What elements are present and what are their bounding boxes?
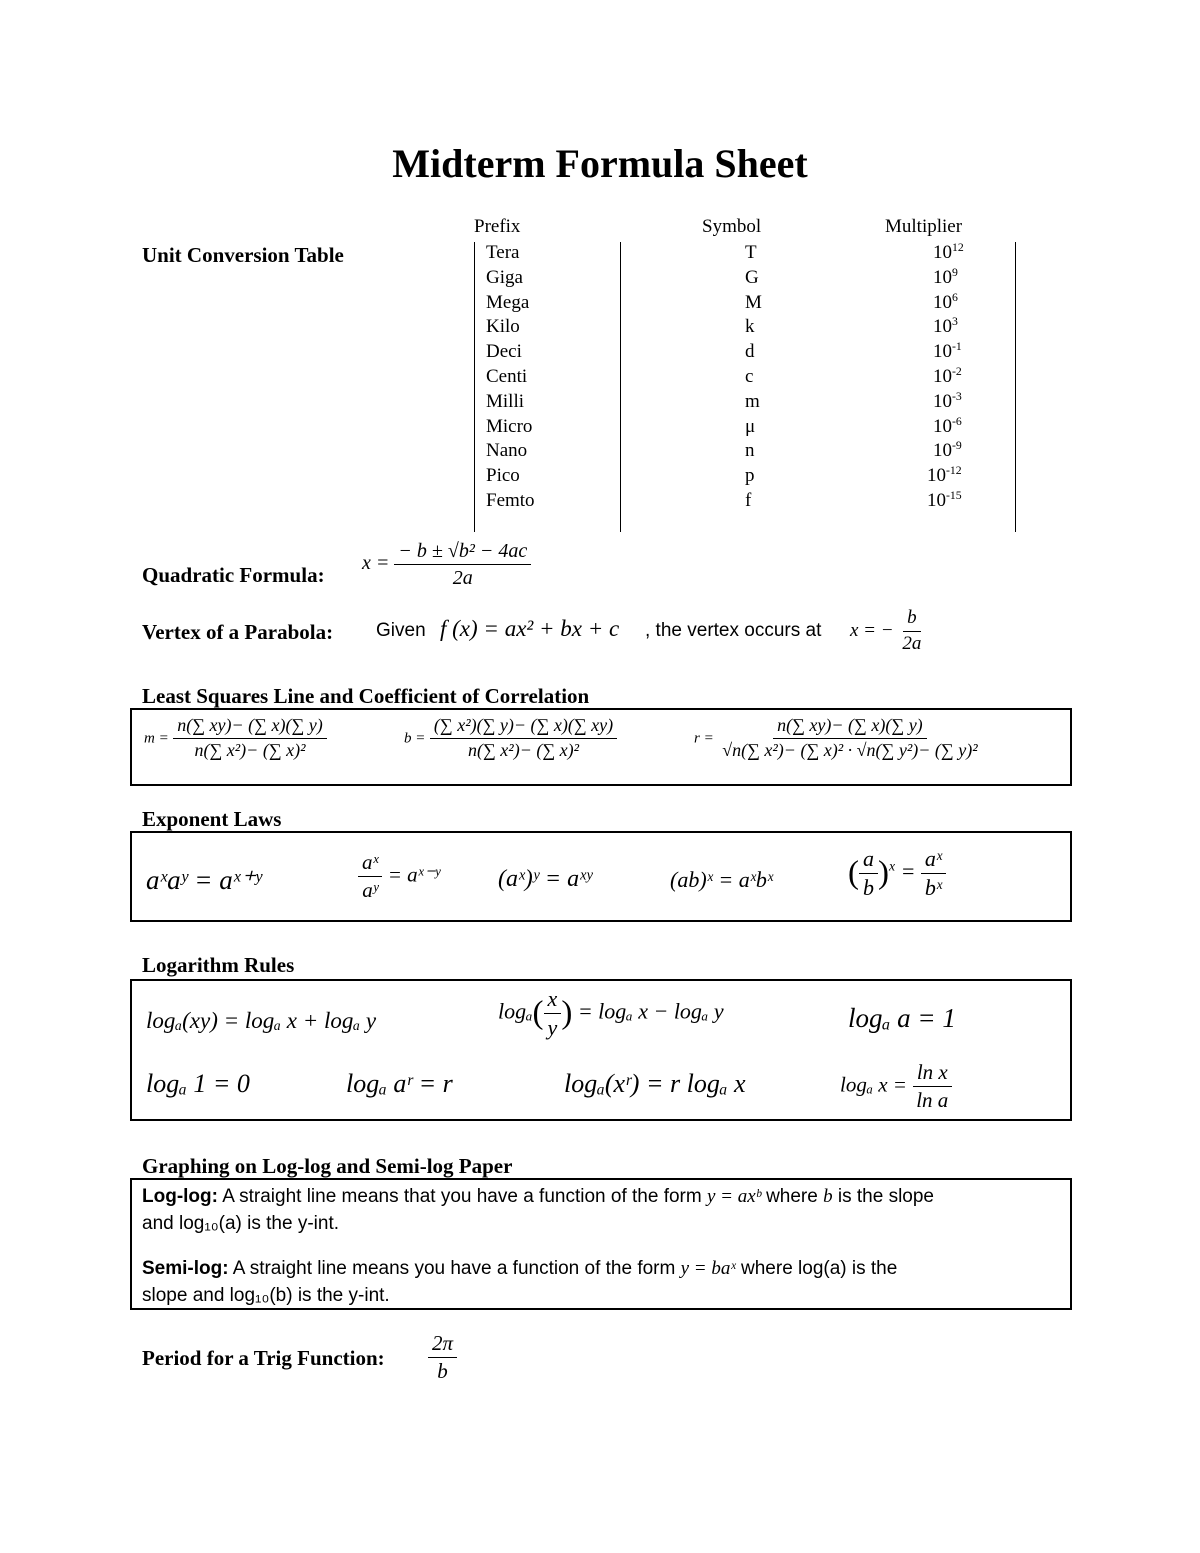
multiplier-exponent: -12 (946, 464, 962, 478)
law5-numerator: a (859, 847, 878, 874)
symbol-cell: n (745, 440, 755, 462)
multiplier-exponent: 9 (952, 265, 958, 279)
prefix-cell: Kilo (486, 316, 520, 338)
vertex-function: f (x) = ax² + bx + c (440, 616, 620, 641)
prefix-cell: Femto (486, 490, 535, 511)
multiplier-base: 10 (933, 242, 952, 263)
trig-denominator: b (437, 1359, 448, 1384)
multiplier-exponent: -15 (946, 488, 962, 502)
multiplier-base: 10 (933, 341, 952, 363)
header-multiplier: Multiplier (885, 216, 963, 237)
multiplier-exponent: -3 (952, 389, 962, 403)
multiplier-cell (927, 490, 962, 512)
unit-table-row (475, 292, 1015, 317)
least-squares-label: Least Squares Line and Coefficient of Correlation (142, 684, 590, 708)
quadratic-lhs: x = (362, 552, 390, 575)
exponent-law-fraction-power: ( $\frac{a}{b}$ )$^x$ = $\frac{\text{aˣ}}{\text{bˣ}}$ (848, 847, 946, 900)
least-squares-box (130, 708, 1072, 786)
law5-rhs-denominator: bˣ (924, 875, 943, 901)
rule7-numerator: ln x (913, 1061, 952, 1087)
law5-rhs-numerator: aˣ (921, 847, 946, 874)
loglog-line2: and log₁₀(a) is the y-int. (142, 1213, 339, 1234)
loglog-text1: A straight line means that you have a function of the form (222, 1186, 702, 1207)
log-rules-label: Logarithm Rules (142, 953, 295, 977)
multiplier-base: 10 (933, 316, 952, 338)
law2-rhs: = aˣ⁻ʸ (387, 862, 440, 887)
r-denominator: √n(∑ x²)− (∑ x)² · √n(∑ y²)− (∑ y)² (722, 739, 978, 760)
r-numerator: n(∑ xy)− (∑ x)(∑ y) (773, 716, 927, 739)
symbol-cell: M (745, 291, 762, 313)
rule7-lhs: logₐ x = (840, 1072, 907, 1097)
symbol-cell: m (745, 390, 760, 412)
semilog-line2: slope and log₁₀(b) is the y-int. (142, 1285, 390, 1306)
unit-table-row (475, 416, 1015, 441)
semilog-formula: y = baˣ (680, 1258, 736, 1279)
symbol-cell: f (745, 490, 752, 511)
vertex-text: , the vertex occurs at (645, 620, 822, 641)
exponent-law-product-power: (ab)ˣ = aˣbˣ (670, 867, 774, 892)
unit-table-body (474, 242, 1016, 532)
vertex-label: Vertex of a Parabola: (142, 620, 334, 644)
graphing-box (130, 1178, 1072, 1310)
multiplier-base: 10 (927, 490, 946, 511)
multiplier-base: 10 (933, 366, 952, 387)
law5-exponent: x (889, 858, 896, 874)
trig-label: Period for a Trig Function: (142, 1346, 385, 1370)
intercept-formula (404, 716, 617, 761)
log-rule-change-of-base (840, 1061, 952, 1112)
prefix-cell: Giga (486, 266, 523, 288)
prefix-cell: Centi (486, 366, 528, 387)
header-prefix: Prefix (474, 216, 521, 237)
prefix-cell: Tera (486, 242, 520, 263)
prefix-cell: Mega (486, 291, 530, 313)
rule7-denominator: ln a (916, 1088, 949, 1113)
vertex-denominator: 2a (902, 632, 922, 654)
log-rule-power: logₐ(xʳ) = r logₐ x (564, 1069, 746, 1098)
unit-table-row (475, 366, 1015, 391)
quadratic-numerator: − b ± √b² − 4ac (394, 540, 531, 565)
graphing-label: Graphing on Log-log and Semi-log Paper (142, 1154, 513, 1178)
symbol-cell: μ (745, 415, 756, 437)
unit-table-row (475, 341, 1015, 366)
prefix-cell: Pico (486, 465, 520, 487)
multiplier-cell (933, 267, 958, 289)
log-rule-quotient: logₐ( $\frac{x}{y}$ ) = logₐ x − logₐ y (498, 986, 724, 1041)
multiplier-base: 10 (933, 390, 952, 412)
exponent-laws-box (130, 831, 1072, 922)
correlation-formula (694, 716, 982, 761)
exponent-law-product: aˣaʸ = aˣ⁺ʸ (146, 865, 262, 895)
slope-formula (144, 716, 327, 761)
vertex-formula (850, 608, 925, 655)
symbol-cell: p (745, 465, 755, 487)
law5-equals: = (900, 858, 916, 884)
log-rules-box (130, 979, 1072, 1121)
symbol-cell: T (745, 242, 757, 263)
multiplier-cell (933, 292, 958, 314)
rule2-rhs: = logₐ x − logₐ y (577, 998, 724, 1024)
prefix-cell: Micro (486, 415, 533, 437)
log-rule-one: logₐ 1 = 0 (146, 1069, 250, 1098)
loglog-formula: y = axᵇ (706, 1186, 761, 1207)
quadratic-formula (362, 540, 531, 589)
m-lhs: m = (144, 730, 169, 747)
symbol-cell: G (745, 266, 759, 288)
log-rule-self: logₐ a = 1 (848, 1003, 956, 1033)
multiplier-cell (933, 242, 964, 264)
r-lhs: r = (694, 730, 714, 747)
exponent-laws-label: Exponent Laws (142, 807, 282, 831)
multiplier-exponent: 6 (952, 290, 958, 304)
multiplier-cell (933, 341, 962, 363)
law5-denominator: b (863, 875, 874, 901)
multiplier-base: 10 (933, 440, 952, 462)
unit-table-row (475, 440, 1015, 465)
rule2-numerator: x (544, 987, 562, 1014)
b-lhs: b = (404, 730, 426, 747)
m-denominator: n(∑ x²)− (∑ x)² (194, 739, 306, 760)
multiplier-base: 10 (933, 415, 952, 437)
multiplier-cell (933, 316, 958, 338)
loglog-b: b (823, 1186, 833, 1207)
trig-numerator: 2π (428, 1332, 457, 1358)
loglog-text2: where (766, 1186, 818, 1207)
multiplier-exponent: -2 (952, 364, 962, 378)
multiplier-exponent: -9 (952, 439, 962, 453)
b-denominator: n(∑ x²)− (∑ x)² (467, 739, 580, 760)
rule2-denominator: y (547, 1015, 558, 1041)
m-numerator: n(∑ xy)− (∑ x)(∑ y) (173, 716, 327, 739)
multiplier-exponent: 3 (952, 315, 958, 329)
unit-table-label: Unit Conversion Table (142, 243, 344, 267)
vertex-given: Given (376, 620, 426, 641)
semilog-text1: A straight line means you have a function of the form (232, 1258, 676, 1279)
multiplier-base: 10 (933, 291, 952, 313)
multiplier-cell (933, 440, 962, 462)
unit-table-row (475, 465, 1015, 490)
prefix-cell: Milli (486, 390, 525, 412)
multiplier-exponent: -6 (952, 414, 962, 428)
multiplier-cell (927, 465, 962, 487)
symbol-cell: d (745, 341, 755, 363)
loglog-text3: is the slope (837, 1186, 935, 1207)
vertex-lhs: x = − (850, 619, 894, 641)
quadratic-label: Quadratic Formula: (142, 563, 325, 587)
multiplier-cell (933, 391, 962, 413)
multiplier-base: 10 (933, 266, 952, 288)
header-symbol: Symbol (702, 216, 762, 237)
page-title: Midterm Formula Sheet (392, 141, 808, 186)
unit-table-row (475, 391, 1015, 416)
symbol-cell: k (745, 316, 755, 338)
symbol-cell: c (745, 366, 754, 387)
multiplier-exponent: -1 (952, 340, 962, 354)
exponent-law-power: (aˣ)ʸ = aˣʸ (498, 866, 592, 892)
semilog-text2: where log(a) is the (741, 1258, 898, 1279)
quadratic-denominator: 2a (452, 567, 473, 589)
multiplier-cell (933, 416, 962, 438)
semilog-line1 (142, 1258, 897, 1280)
unit-table-row (475, 267, 1015, 292)
unit-table-row (475, 316, 1015, 341)
exponent-law-quotient (358, 851, 440, 902)
law2-denominator: aʸ (362, 878, 379, 903)
loglog-label: Log-log: (142, 1186, 218, 1207)
unit-table-row (475, 242, 1015, 267)
semilog-label: Semi-log: (142, 1258, 229, 1279)
prefix-cell: Nano (486, 440, 528, 462)
prefix-cell: Deci (486, 341, 522, 363)
trig-period-formula (428, 1332, 457, 1383)
b-numerator: (∑ x²)(∑ y)− (∑ x)(∑ xy) (430, 716, 617, 739)
loglog-line1 (142, 1186, 934, 1208)
rule2-log: logₐ (498, 998, 533, 1024)
vertex-numerator: b (903, 608, 921, 632)
unit-table-row (475, 490, 1015, 515)
multiplier-cell (933, 366, 962, 388)
log-rule-inverse: logₐ aʳ = r (346, 1069, 453, 1098)
multiplier-base: 10 (927, 465, 946, 487)
log-rule-product: logₐ(xy) = logₐ x + logₐ y (146, 1008, 377, 1033)
multiplier-exponent: 12 (952, 240, 964, 254)
law2-numerator: aˣ (358, 851, 382, 877)
